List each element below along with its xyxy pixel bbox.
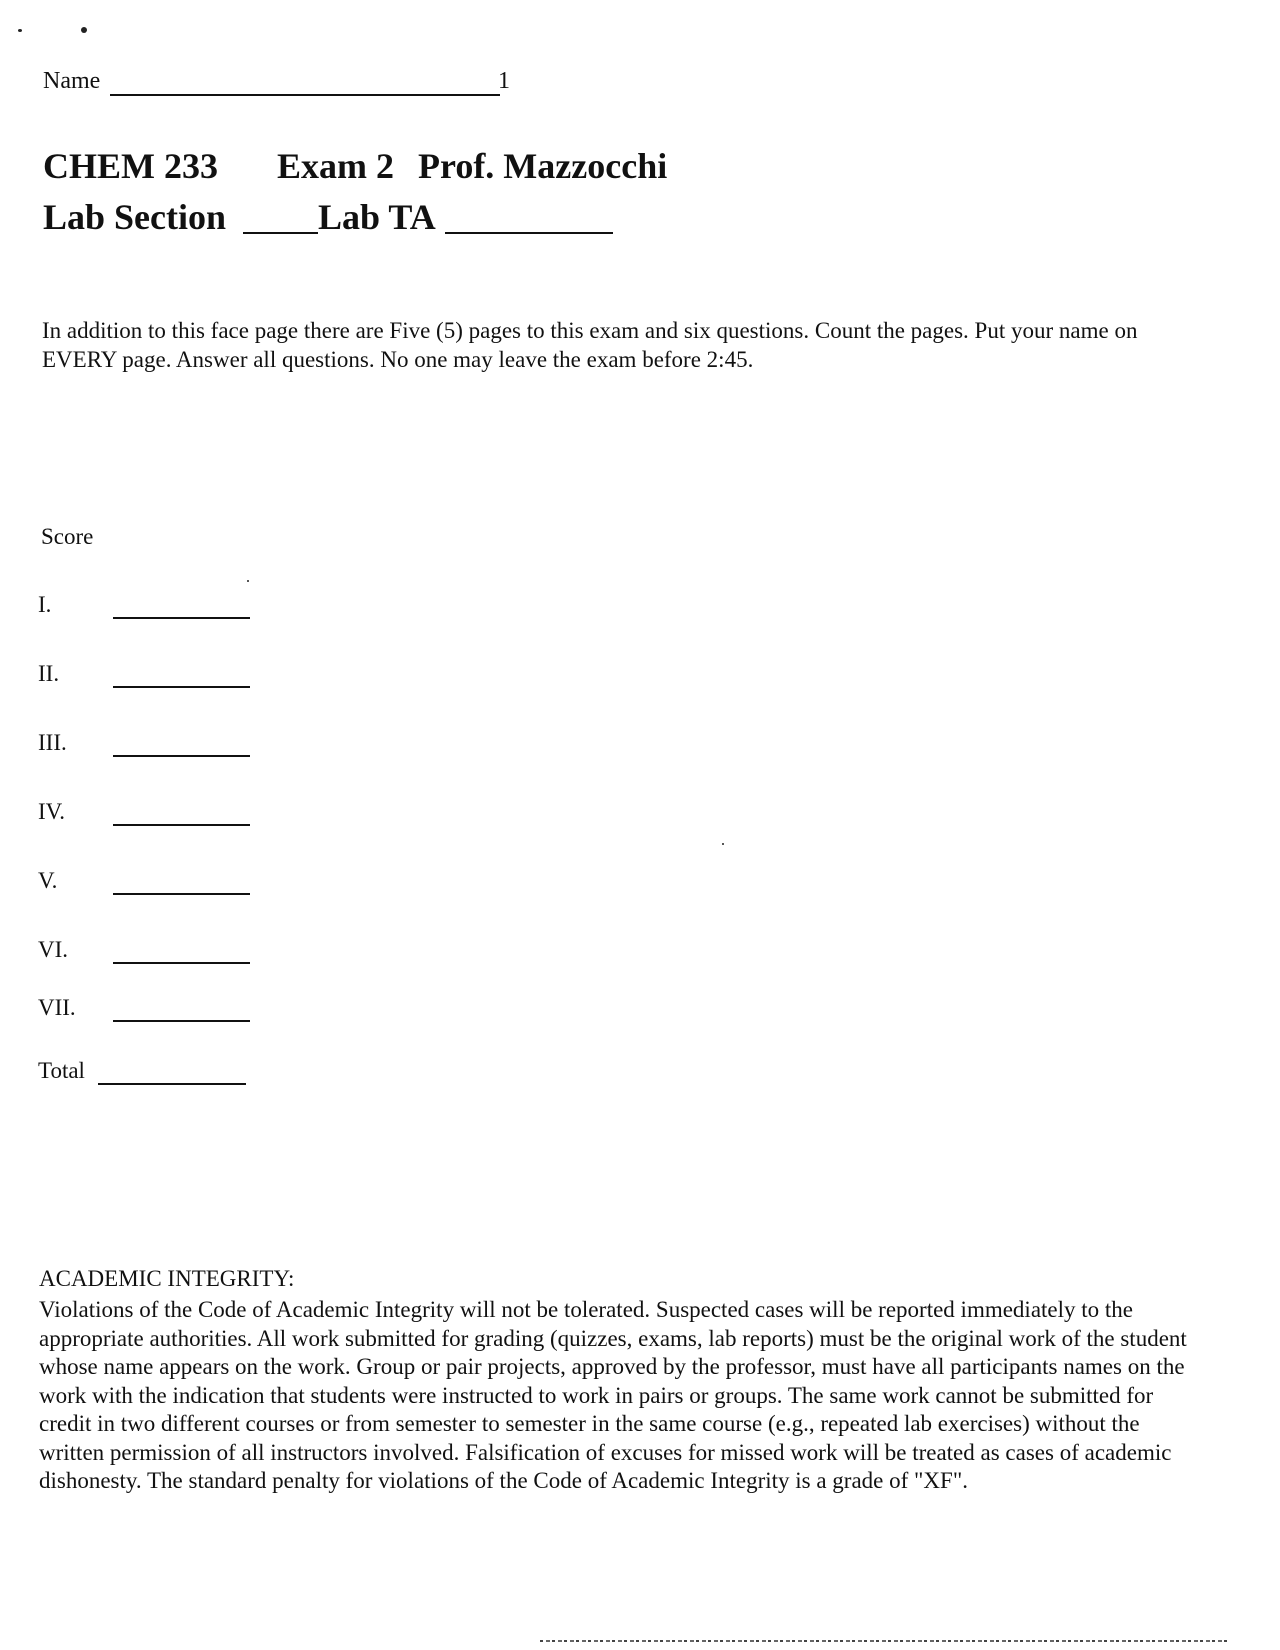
- scan-speck: [18, 29, 22, 32]
- score-row-label: V.: [38, 868, 58, 893]
- score-blank[interactable]: [113, 824, 250, 826]
- score-blank[interactable]: [113, 617, 250, 619]
- total-label: Total: [38, 1058, 85, 1083]
- name-label: Name: [43, 68, 101, 94]
- scan-speck: [247, 580, 249, 582]
- exam-title: Exam 2: [277, 146, 394, 186]
- scan-speck: [81, 27, 87, 33]
- total-blank[interactable]: [98, 1083, 246, 1085]
- academic-integrity-heading: ACADEMIC INTEGRITY:: [39, 1266, 295, 1291]
- score-blank[interactable]: [113, 962, 250, 964]
- score-blank[interactable]: [113, 893, 250, 895]
- score-row-label: IV.: [38, 799, 66, 824]
- score-row-label: I.: [38, 592, 52, 617]
- score-row-label: III.: [38, 730, 67, 755]
- academic-integrity-text: Violations of the Code of Academic Integrity will not be tolerated. Suspected cases will be reported immediately to the appropriate authorities. All work submitted for grading (quizzes, exams, lab reports) must be the original work of the student whose name appears on the work. Group or pair projects, approved by the professor, must have all participants names on the work with the indication that students were instructed to work in pairs or groups. The same work cannot be submitted for credit in two different courses or from semester to semester in the same course (e.g., repeated lab exercises) without the written permission of all instructors involved. Falsification of excuses for missed work will be treated as cases of academic dishonesty. The standard penalty for violations of the Code of Academic Integrity is a grade of "XF".: [39, 1297, 1187, 1493]
- lab-section-field[interactable]: [243, 232, 318, 234]
- lab-ta-label: Lab TA: [318, 197, 436, 237]
- lab-ta-field[interactable]: [445, 232, 613, 234]
- name-field[interactable]: [110, 94, 500, 96]
- score-heading: Score: [41, 524, 94, 549]
- lab-section-label: Lab Section: [43, 197, 227, 237]
- scan-edge-artifact: [540, 1640, 1230, 1642]
- professor-name: Prof. Mazzocchi: [418, 146, 668, 186]
- score-blank[interactable]: [113, 686, 250, 688]
- score-blank[interactable]: [113, 1020, 250, 1022]
- score-row-label: II.: [38, 661, 60, 686]
- exam-instructions: In addition to this face page there are Five (5) pages to this exam and six questions. Count the pages. Put your name on EVERY page. Answer all questions. No one may leave the exam before 2:45.: [42, 318, 1138, 372]
- page-number: 1: [498, 68, 510, 94]
- scan-speck: [722, 843, 724, 845]
- score-blank[interactable]: [113, 755, 250, 757]
- course-title: CHEM 233: [43, 146, 218, 186]
- total-row: [38, 1058, 85, 1084]
- score-row-label: VI.: [38, 937, 69, 962]
- score-row-label: VII.: [38, 995, 76, 1020]
